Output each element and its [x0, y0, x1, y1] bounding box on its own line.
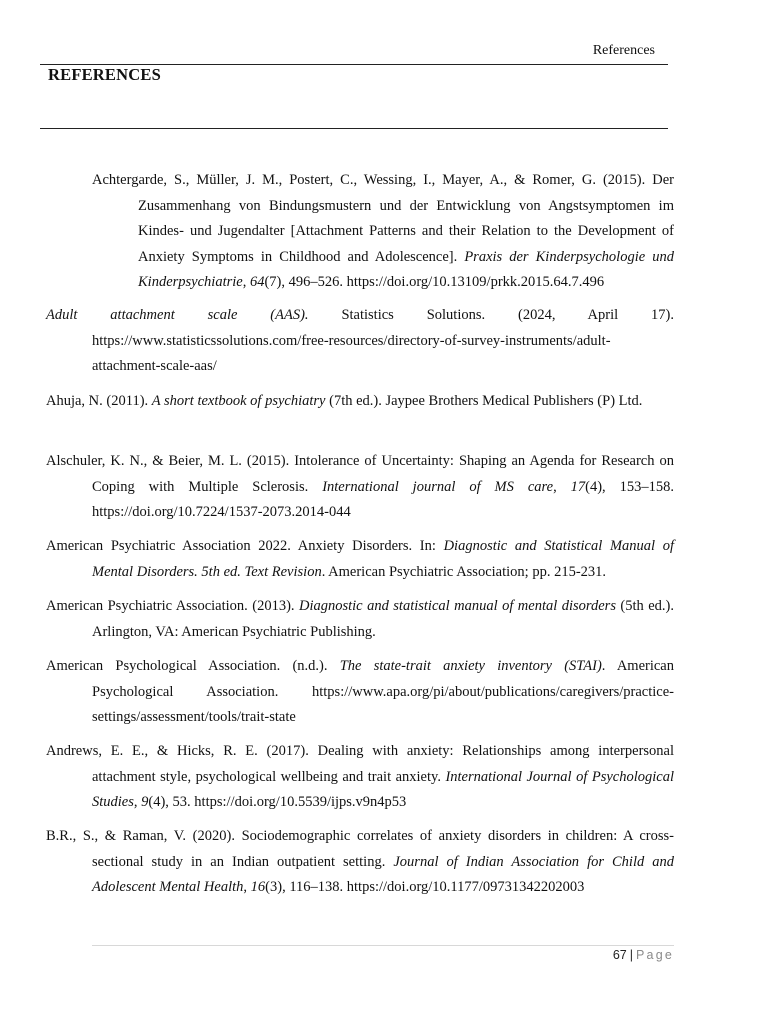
reference-italic-text: 16: [250, 879, 266, 895]
reference-text: Achtergarde, S., Müller, J. M., Postert, C., Wessing, I., Mayer, A., & Romer, G. (2015). Der Zusammenhang von Bindungsmustern und der Entwicklung von Angstsymptomen im Kindes- und Jugendalter [Attachment Patterns and their Relation to the Development of Anxiety Symptoms in Childhood and Adolescence].: [92, 172, 674, 265]
reference-italic-text: Adult attachment scale (AAS).: [46, 307, 309, 323]
reference-italic-text: The state-trait anxiety inventory (STAI): [339, 658, 602, 674]
reference-entry: [46, 739, 674, 816]
reference-entry: [46, 389, 674, 415]
reference-entry: [46, 594, 674, 645]
reference-text: ,: [133, 794, 142, 810]
reference-text: American Psychiatric Association 2022. Anxiety Disorders. In:: [46, 538, 444, 554]
reference-entry: [46, 824, 674, 901]
reference-text: ,: [553, 478, 571, 495]
reference-entry: [92, 168, 674, 296]
reference-entry: [46, 303, 674, 380]
reference-italic-text: 64: [249, 274, 265, 290]
reference-text: (5th ed.). Arlington, VA: American Psychiatric Publishing.: [92, 598, 674, 640]
reference-text: ,: [242, 274, 250, 290]
section-heading: REFERENCES: [48, 65, 161, 84]
footer-separator: |: [629, 948, 633, 962]
reference-text: (7), 496–526. https://doi.org/10.13109/prkk.2015.64.7.496: [264, 274, 605, 290]
reference-text: (4), 53. https://doi.org/10.5539/ijps.v9n4p53: [148, 794, 407, 810]
reference-italic-text: A short textbook of psychiatry: [151, 393, 326, 409]
reference-italic-text: Diagnostic and Statistical Manual of Mental Disorders. 5th ed. Text Revision: [92, 538, 674, 580]
reference-text: . American Psychiatric Association; pp. 215-231.: [321, 563, 607, 580]
reference-text: Ahuja, N. (2011).: [46, 393, 152, 409]
reference-text: American Psychiatric Association. (2013).: [46, 598, 299, 614]
reference-text: . American Psychological Association. https://www.apa.org/pi/about/publications/caregivers/practice-settings/assessment/tools/trait-state: [92, 658, 674, 725]
reference-text: B.R., S., & Raman, V. (2020). Sociodemographic correlates of anxiety disorders in children: A cross-sectional study in an Indian outpatient setting.: [46, 828, 674, 870]
page-footer: [613, 946, 674, 964]
reference-italic-text: Praxis der Kinderpsychologie und Kinderpsychiatrie: [138, 248, 674, 290]
reference-text: Alschuler, K. N., & Beier, M. L. (2015). Intolerance of Uncertainty: Shaping an Agenda for Research on Coping with Multiple Sclerosis.: [46, 453, 674, 495]
reference-italic-text: Diagnostic and statistical manual of mental disorders: [298, 598, 616, 614]
page-number: 67: [612, 948, 627, 962]
reference-italic-text: International Journal of Psychological Studies: [92, 768, 674, 810]
reference-entry: [46, 654, 674, 731]
reference-italic-text: 9: [141, 794, 149, 810]
reference-entry: [46, 534, 674, 585]
reference-text: (7th ed.). Jaypee Brothers Medical Publishers (P) Ltd.: [325, 393, 643, 409]
reference-text: Andrews, E. E., & Hicks, R. E. (2017). Dealing with anxiety: Relationships among interpersonal attachment style, psychological wellbeing and trait anxiety.: [46, 743, 674, 785]
footer-rule: [92, 945, 674, 946]
page-label: Page: [636, 948, 674, 962]
reference-text: Statistics Solutions. (2024, April 17). https://www.statisticssolutions.com/free-resources/directory-of-survey-instruments/adult-attachment-scale-aas/: [92, 307, 675, 374]
reference-italic-text: International journal of MS care: [322, 478, 554, 495]
reference-text: ,: [243, 879, 251, 895]
reference-entry: [46, 449, 674, 526]
reference-italic-text: 17: [570, 478, 586, 495]
running-header: References: [592, 43, 655, 58]
heading-rule: [40, 128, 668, 129]
reference-text: (3), 116–138. https://doi.org/10.1177/09731342202003: [265, 879, 585, 895]
reference-text: American Psychological Association. (n.d.).: [46, 658, 340, 674]
reference-text: (4), 153–158. https://doi.org/10.7224/1537-2073.2014-044: [92, 478, 674, 520]
reference-italic-text: Journal of Indian Association for Child and Adolescent Mental Health: [92, 853, 674, 895]
